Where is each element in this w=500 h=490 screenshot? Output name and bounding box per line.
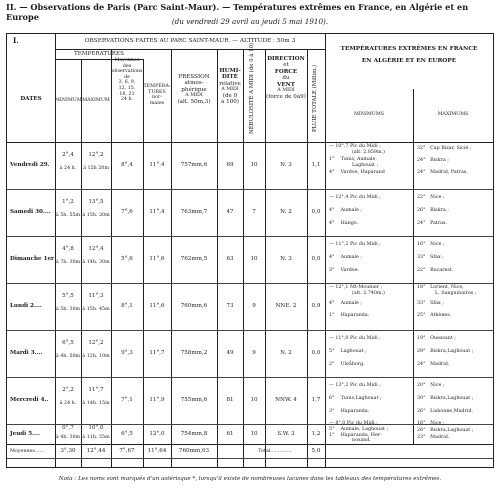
ext-max-3: 26° Lisbonne,Madrid. (417, 409, 474, 414)
direction-line: FORCE (274, 68, 298, 75)
summary-label: Moyennes...... (10, 449, 44, 454)
row-pluie: 0,0 (311, 350, 321, 356)
row-pression: 757mm,6 (180, 162, 208, 168)
normales-line: nor- (152, 95, 162, 101)
ext-max-3: 22° Bucarest. (417, 268, 454, 273)
extremes-header-line1: TEMPÉRATURES EXTRÊMES EN FRANCE (340, 46, 478, 52)
row-min-hour: à 4h. 30m (55, 435, 81, 440)
row-date: Jeudi 5.... (10, 431, 40, 437)
row-nebulosite: 7 (252, 209, 256, 215)
row-normale: 11°,4 (149, 209, 165, 215)
row-normale: 11°,7 (149, 350, 165, 356)
row-moyenne: 5°,6 (121, 256, 133, 262)
row-pression: 762mm,5 (180, 256, 208, 262)
row-humidite: 61 (226, 431, 234, 437)
row-normale: 11°,9 (149, 397, 165, 403)
table-row (7, 142, 493, 189)
row-normale: 11°,4 (149, 162, 165, 168)
humidite-header (217, 68, 243, 106)
row-vent: N. 2 (280, 350, 292, 356)
row-max: 11°,3 (88, 293, 104, 299)
row-vent: S.W. 3 (277, 431, 295, 437)
ext-max-2: 24° Biskra ; (417, 158, 449, 163)
table-row (7, 377, 493, 424)
ext-maxima-header: MAXIMUMS (437, 112, 469, 117)
ext-max-1: 19° Ouessant ; (417, 336, 456, 341)
ext-max-1: 16° Nice ; (417, 421, 445, 426)
row-max-hour: à 12h. 10m (82, 354, 110, 359)
row-min-hour: à 24 h. (59, 166, 77, 171)
ext-minima-header: MINIMUMS (353, 112, 385, 117)
row-min-hour: à 4h. 50m (55, 354, 81, 359)
row-min: 2°,2 (62, 387, 74, 393)
pression-header (171, 74, 217, 105)
row-pluie: 0,0 (311, 256, 321, 262)
ext-max-2: 33° Sfax ; (417, 301, 444, 306)
ext-min-2: 4° Aumale ; (329, 255, 363, 260)
moyennes-line: des (122, 63, 132, 69)
rule (55, 49, 325, 50)
moyennes-line: 24 h. (120, 97, 134, 103)
humidite-line: DITÉ (222, 74, 238, 81)
row-min: 5°,5 (62, 293, 74, 299)
ext-min-2: 5° Aumale, Laghouat ; (329, 427, 389, 432)
ext-max-3: 23° Madrid. (417, 435, 450, 440)
moyennes-line: Moyennes (114, 58, 140, 63)
row-max-hour: à 14h. 15m (82, 401, 110, 406)
ext-min-3: 2° Uleåborg. (329, 362, 365, 367)
row-humidite: 73 (226, 303, 234, 309)
row-normale: 11°,6 (149, 256, 165, 262)
humidite-line: (de 0 (222, 92, 238, 99)
table-row (7, 421, 493, 444)
table-row (7, 236, 493, 283)
row-min: 4°,8 (62, 246, 74, 252)
ext-min-3-cont: nosand. (352, 438, 371, 443)
row-nebulosite: 10 (250, 431, 258, 437)
row-pluie: 1,7 (311, 397, 321, 403)
row-max: 12°,2 (88, 340, 104, 346)
row-vent: N. 3 (280, 162, 292, 168)
ext-min-1: — 12°,4 Pic du Midi ; (329, 195, 381, 200)
direction-line: VENT (277, 81, 295, 88)
ext-min-3: 3° Vardoe. (329, 268, 360, 273)
pression-line: phérique (181, 86, 207, 93)
ext-max-3: 24° Madrid, Patras. (417, 170, 468, 175)
page-subtitle: (du vendredi 29 avril au jeudi 5 mai 1910). (171, 17, 329, 26)
row-max: 13°,5 (88, 199, 104, 205)
rule (7, 458, 493, 459)
ext-max-1: 16° Nice ; (417, 242, 445, 247)
title-suffix: — Températures extrêmes en France, en Algérie et en Europe (6, 2, 469, 22)
ext-min-1: — 11°,2 Pic du Midi ; (329, 242, 381, 247)
ext-max-1-cont: L. Sanguinaires ; (435, 291, 477, 296)
dates-header: DATES (20, 96, 42, 102)
maximum-header: MAXIMUM (82, 98, 110, 103)
row-pluie: 0,0 (311, 209, 321, 215)
moyennes-header (111, 58, 143, 103)
direction-line: A MIDI (277, 88, 295, 94)
pression-line: A MIDI (185, 93, 203, 99)
row-nebulosite: 10 (250, 256, 258, 262)
summary-normale: 11°,64 (147, 448, 167, 454)
row-max-hour: à 15h. 45m (82, 307, 110, 312)
row-max: 10°,6 (88, 425, 104, 431)
row-min-hour: à 5h. 30m (55, 307, 81, 312)
summary-pluie: 5,0 (311, 448, 321, 454)
ext-min-2: 1° Tunis, Aumale, (329, 157, 377, 162)
ext-max-2: 29° Biskra,Laghouat ; (417, 349, 474, 354)
summary-max: 12°,44 (86, 448, 106, 454)
row-date: Vendredi 29. (10, 162, 50, 168)
row-pression: 763mm,7 (180, 209, 208, 215)
row-date: Mercredi 4.. (10, 397, 49, 403)
row-moyenne: 6°,5 (121, 431, 133, 437)
pression-line: PRESSION (178, 74, 210, 80)
ext-min-3: 4° Vardoe, Haparand (329, 170, 385, 175)
pluie-header: PLUIE TOTALE (Millim.) (312, 64, 318, 132)
ext-min-2: 6° Tunis,Laghouat ; (329, 396, 382, 401)
ext-max-2: 26° Biskra ; (417, 208, 449, 213)
ext-max-2: 26° Biskra,Laghouat ; (417, 428, 474, 433)
summary-pression: 760mm,03 (178, 448, 210, 454)
row-nebulosite: 9 (252, 350, 256, 356)
ext-min-1: — 8°,0 Pic du Midi ; (329, 421, 378, 426)
moyennes-line: 3, 6, 9, (118, 80, 136, 86)
row-moyenne: 8°,1 (121, 303, 133, 309)
row-min-hour: à 7h. 30m (55, 260, 81, 265)
row-pluie: 1,1 (311, 162, 321, 168)
table-row (7, 330, 493, 377)
row-date: Lundi 2.... (10, 303, 42, 309)
direction-line: (force de 0à9) (266, 93, 306, 100)
minimum-header: MINIMUM (55, 98, 82, 103)
moyennes-line: 12, 15, (118, 85, 136, 91)
row-date: Dimanche 1er (10, 256, 54, 262)
row-pression: 754mm,8 (180, 431, 208, 437)
row-date: Mardi 3.... (10, 350, 43, 356)
moyennes-line: 18, 21 (119, 91, 135, 97)
summary-moyenne: 7°,67 (119, 448, 135, 454)
direction-line: DIRECTION (267, 56, 305, 62)
footnote: Nota : Les noms sont marqués d'un astérisque *, lorsqu'il existe de nombreuses lacunes dans les tableaux des températures extrêmes. (58, 476, 442, 482)
row-min: 0°,7 (62, 425, 74, 431)
row-nebulosite: 9 (252, 303, 256, 309)
moyennes-line: observations (111, 69, 143, 75)
humidite-line: HUMI- (219, 68, 241, 74)
direction-header (265, 56, 307, 100)
ext-min-3: 3° Haparanda. (329, 409, 370, 414)
row-normale: 12°,0 (149, 431, 165, 437)
row-moyenne: 7°,6 (121, 209, 133, 215)
row-humidite: 47 (226, 209, 234, 215)
row-max: 12°,2 (88, 152, 104, 158)
row-max-hour: à 14h. 30m (82, 260, 110, 265)
row-vent: NNE. 2 (275, 303, 297, 309)
row-normale: 11°,6 (149, 303, 165, 309)
ext-max-3: 24° Madrid. (417, 362, 450, 367)
row-max: 11°,7 (88, 387, 104, 393)
ext-max-1: 18° Lorient, Nice, (417, 285, 464, 290)
row-moyenne: 9°,3 (121, 350, 133, 356)
ext-min-2: 4° Aumale ; (329, 208, 363, 213)
ext-max-2: 30° Biskra,Laghouat ; (417, 396, 474, 401)
row-pression: 760mm,6 (180, 303, 208, 309)
ext-max-3: 24° Patras. (417, 221, 448, 226)
ext-min-3: 4° Hango. (329, 221, 359, 226)
ext-min-3: 1° Haparanda. (329, 313, 370, 318)
row-humidite: 49 (226, 350, 234, 356)
table-row (7, 283, 493, 330)
direction-line: du (282, 75, 290, 82)
ext-max-1: 22° Nice ; (417, 195, 445, 200)
normales-header (143, 84, 171, 106)
row-nebulosite: 10 (250, 162, 258, 168)
nebulosite-header: NÉBULOSITÉ A MIDI (de 0 à 10) (249, 42, 255, 134)
ext-min-3: 1° Haparanda, Her- (329, 433, 382, 438)
row-pression: 758mm,2 (180, 350, 208, 356)
ext-min-1-alt: (alt. 2.740m.) (352, 291, 385, 296)
direction-line: et (283, 62, 289, 69)
ext-max-3: 25° Athènes. (417, 313, 452, 318)
row-moyenne: 8°,4 (121, 162, 133, 168)
observations-table (6, 33, 494, 468)
row-vent: N. 2 (280, 209, 292, 215)
main-header: OBSERVATIONS FAITES AU PARC SAINT-MAUR. — ALTITUDE : 50m 3 (84, 38, 296, 44)
pression-line: atmos- (184, 80, 204, 87)
table-row (7, 189, 493, 236)
row-pression: 755mm,6 (180, 397, 208, 403)
humidite-line: relative (219, 80, 241, 87)
ext-max-1: 20° Nice ; (417, 383, 445, 388)
summary-min: 3°,30 (60, 448, 76, 454)
row-nebulosite: 10 (250, 397, 258, 403)
row-max-hour: à 15h 20m (83, 166, 109, 171)
ext-min-1: — 13°,2 Pic du Midi ; (329, 383, 381, 388)
row-max-hour: à 11h. 55m (82, 435, 110, 440)
pression-line: (alt. 50m,3) (177, 98, 211, 105)
ext-min-1: — 11°,0 Pic du Midi ; (329, 336, 381, 341)
section-number: I. (13, 36, 19, 45)
ext-min-1: — 12°,1 Mt-Mounier ; (329, 285, 383, 290)
row-vent: N. 3 (280, 256, 292, 262)
row-date: Samedi 30.... (10, 209, 51, 215)
humidite-line: A MIDI (221, 87, 239, 93)
ext-min-1-alt: (alt. 2.859m.) (352, 150, 385, 155)
temperatures-header: TEMPÉRATURES (74, 51, 124, 57)
row-min: 6°,5 (62, 340, 74, 346)
summary-total-label: Total.............. (258, 449, 292, 454)
row-moyenne: 7°,1 (121, 397, 133, 403)
normales-line: males (149, 100, 165, 106)
ext-min-1: — 10°,7 Pic du Midi ; (329, 144, 381, 149)
row-vent: NNW. 4 (275, 397, 297, 403)
row-pluie: 0,9 (311, 303, 321, 309)
row-pluie: 1,2 (311, 431, 321, 437)
ext-max-1: 32° Cap Bizar, Sicié ; (417, 146, 472, 151)
row-humidite: 81 (226, 397, 234, 403)
summary-row (7, 445, 493, 458)
normales-line: TEMPÉRA- (143, 84, 171, 89)
row-min-hour: à 24 h. (59, 401, 77, 406)
row-humidite: 69 (226, 162, 234, 168)
row-humidite: 63 (226, 256, 234, 262)
ext-min-2: 4° Aumale ; (329, 301, 363, 306)
ext-max-2: 33° Sfax ; (417, 255, 444, 260)
normales-line: TURES (148, 89, 166, 95)
row-min: 1°,2 (62, 199, 74, 205)
moyennes-line: de (124, 74, 130, 80)
row-max: 12°,4 (88, 246, 104, 252)
humidite-line: à 100) (221, 99, 239, 106)
row-min-hour: à 5h. 55m (55, 213, 81, 218)
row-max-hour: à 15h. 20m (82, 213, 110, 218)
extremes-header-line2: EN ALGÉRIE ET EN EUROPE (361, 58, 457, 64)
row-min: 2°,4 (62, 152, 74, 158)
title-prefix: II. — Observations de Paris (Parc Saint-Maur). (6, 2, 220, 12)
ext-min-2-cont: Laghouat ; (352, 163, 379, 168)
ext-min-2: 5° Laghouat ; (329, 349, 367, 354)
